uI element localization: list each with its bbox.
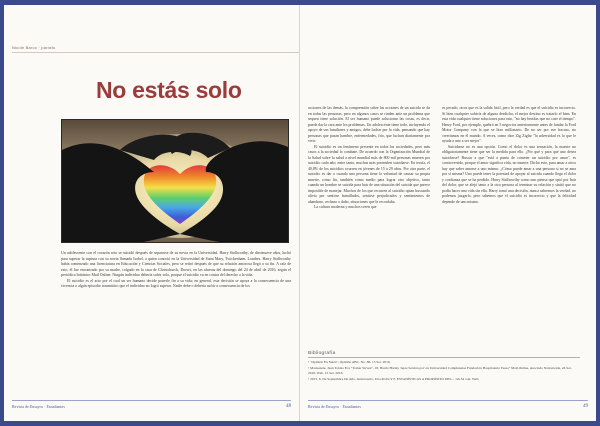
left-body-column [61,251,291,290]
bibliography-item: • Mackenzie, Juan Tobias Fox "Tomar Sirven", 18, Harris Harley 'Apre Sertión por' en Universidad Complutense Fundación Hospitalaria Tusso" Mail Online. Asociado Nationwide, 24 Set. 2018. Web. 15 Set. 2016. [308,365,572,376]
bibliography-title: Bibliografía [308,351,580,358]
paragraph: El suicidio es un fenómeno presente en todas las sociedades, pero más casos a la sociedad lo combate. De acuerdo con la Organización Mundial de la Salud sobre la salud a nivel mundial más de 800 mil personas mueren por suicidio cada año; entre tanto, muchas más pretenden suicidarse. En teoría, el 40,8% de los suicidios ocurren en jóvenes de 15 a 29 años. Por otra parte, el suicidio es dar o cuando una persona tiene la voluntad de causar su propia muerte, como fin, también como medio para lograr otro objetivo, tanto cuando un hombre se suicida para huir de una situación del suicida que parece imposible de manejar. Muchos de los que recurren al suicidio optan buscando alivio por sentirse humillados, sentirse perjudicados y sentimientos de abandono, rechazo o daño, situaciones que le recordaba. [308,144,430,204]
bibliography-list [308,360,580,382]
paragraph: acciones de las demás, la comprensión sobre las acciones de un suicida se da en todas las personas, pero en algunos casos se rinden ante un problema que sequen tiene solución. El ser humano puede solucionar las cosas, es decir, puede dar la cara ante los problemas. Un adolescente tiene todo, incluyendo el apoyo de sus familiares y amigos, debe luchar por la vida, pensando que hay personas que pasan hambre, enfermedades, frío, que luchan diariamente por vivir. [308,106,430,143]
footer-label: Revista de Ensayos · Estudiantes [308,403,361,409]
paragraph: El suicidio es el acto por el cual un ser humano decide ponerle fin a su vida; en general, esta decisión se apoya a la consecuencia de una vivencia o algún episodio traumático que el individuo no logró superar. Nadie debe o debería sufrir a consecuencia de los [61,278,291,288]
bibliography-item: • 2015, 6. De Septiembre De Año. Aniversario, Una Pedra Y F. ESTADÍSTICAS A PROPÓSITO DEL... 1m-52 a.m. Web. [308,376,480,381]
paragraph: es pecado, otros que es la salida fácil, pero la verdad es que el suicidio es incorrecto. Si bien cualquier sufriría de alguna desdicha, el mejor destino es tratarlo el bien. En esta vida cualquier tiene soluciones para esto, "no hay heridas que no cure el tiempo". Henry Ford, por ejemplo, quebró en 5 negocios anteriormente antes de fundar la Ford Motor Company con la que se hizo millonario. De no ser por ese fracaso, no creeríamos en él mundo. A veces, como dice Zig Ziglar "la adversidad es lo que le ayuda a uno a ser mejor". [442,106,576,143]
running-header: Nicole Barco · parrafo [12,45,56,50]
hands-heart-image [62,120,289,243]
magazine-spread [4,5,596,421]
article-title: No estás solo [96,77,242,103]
page-number: 48 [286,403,291,409]
paragraph: La cultura moderna y muchos creen que [314,205,377,209]
page-number: 49 [583,403,588,409]
right-body-column-a [308,106,430,211]
bibliography-item: • "Opinión En Suiza". Opinión ABC. No. 86. 15 Set. 2016. [308,360,391,364]
left-footer [12,400,291,409]
right-page [300,5,596,421]
footer-label: Revista de Ensayos · Estudiantes [12,403,65,409]
bibliography [308,351,580,382]
paragraph: Un adolescente con el corazón roto se suicidó después de separarse de su novia en la Universidad. Harry Stallworthy, de diecinueve años, luchó para superar la ruptura con su novia llamada Isobel, a quien conoció en la Universidad de Saint Mary, Twickenham, Londres. Harry Stallworthy había comenzado una licenciatura en Educación y Ciencias Sociales, pero se retiró después de que su relación amorosa llegó a su fin. A raíz de esto, él fue encontrado por su madre, colgado en la casa de Christchurch, Dorset, en las afueras del domingo del 24 de abril de 2016, según el periódico británico Mail Online. Ningún individuo debería sufrir solo, porque el suicidio va en contra del derecho a la vida. [61,251,291,277]
hearts-hands-illustration [61,119,289,243]
paragraph: Suicidarse no es una opción. Como el dolor es una sensación, la muerte no obligatoriamente tiene que ser la medida para ello. ¿Por qué y para qué uno desea suicidarse? Buscar a que "está a punto de cometer un suicidio por amor", es controvertido, porque el amor significa vida, no muerte. Dicho esto, para amar a otros hay que saber amarse a uno mismo. ¿Cómo puede amar a una persona si no se ama por sí misma? Uno puede tener la potestad de apoyar al suicida cuando llega el dolor y confianza que se ha perdido. Harry Stallworthy como uno piensa que optó por huir del dolor, que se alejó tanto a la otra persona al terminar su relación y sintió que no podía hacer una vida sin ella. Harry tomó una decisión, nunca sabremos la verdad, no podemos juzgarlo, pero sabemos que el suicidio es incorrecto y que la felicidad depende de uno mismo. [442,144,576,204]
right-body-column-b [442,106,576,205]
right-footer [308,400,588,409]
left-page [4,5,300,421]
header-rule [12,52,299,53]
